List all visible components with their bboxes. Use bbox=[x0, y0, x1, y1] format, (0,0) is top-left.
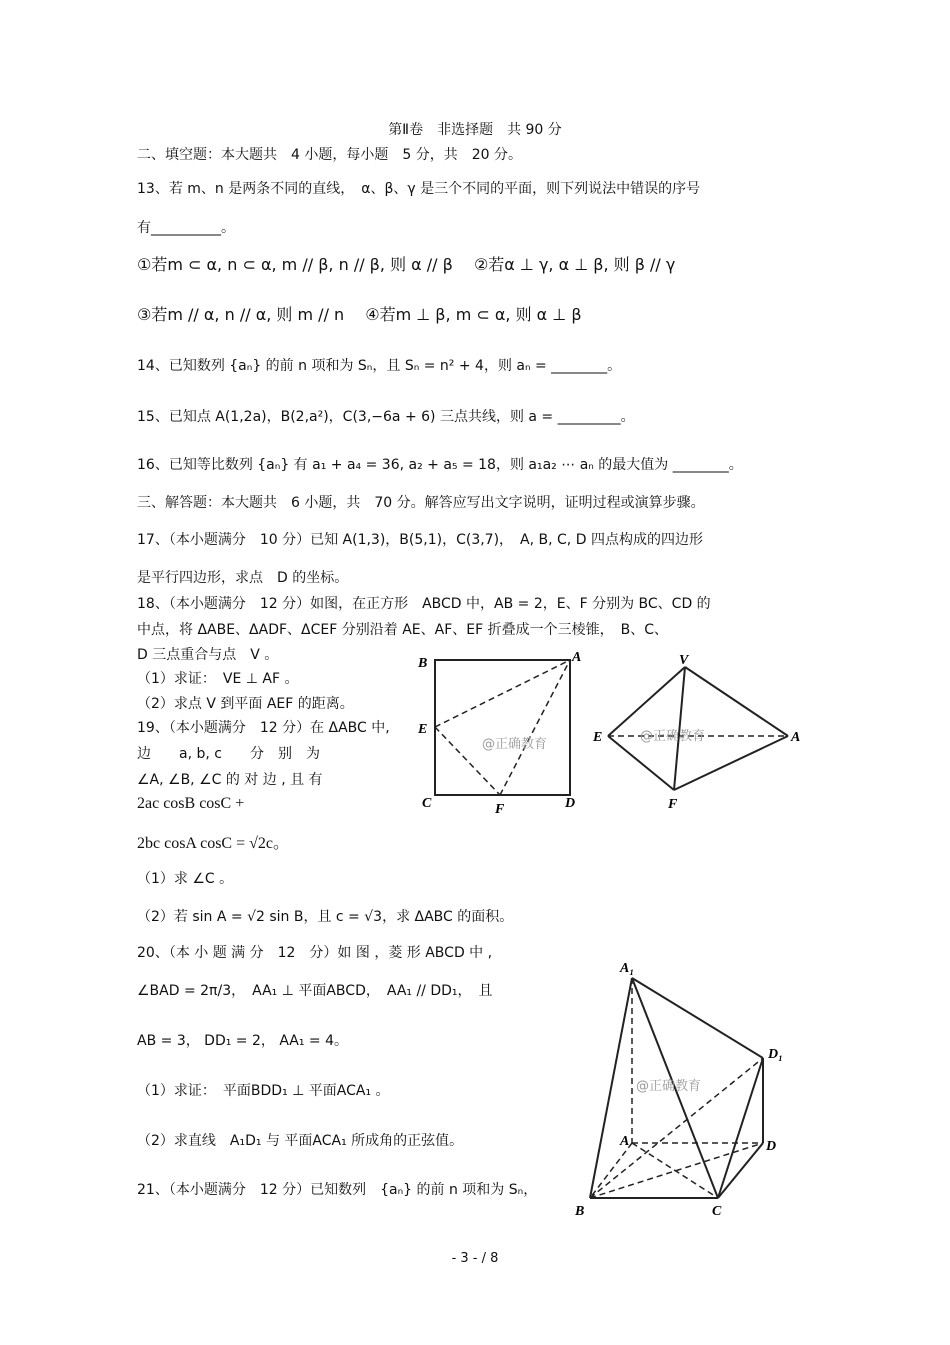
label-e: E bbox=[418, 722, 428, 737]
q15-text: 15、已知点 A(1,2a)，B(2,a²)，C(3,−6a + 6) 三点共线，则 a = _________。 bbox=[137, 409, 635, 425]
edge-d1c bbox=[718, 1058, 763, 1198]
q19-part2: （2）若 sin A = √2 sin B，且 c = √3，求 ΔABC 的面积。 bbox=[137, 909, 514, 925]
label-a: A bbox=[572, 650, 582, 665]
square-outline bbox=[435, 660, 570, 795]
edge-a1b bbox=[590, 978, 632, 1198]
label-f2: F bbox=[668, 797, 678, 812]
edge-ev bbox=[608, 667, 685, 736]
q19-line4: 2ac cosB cosC + bbox=[137, 795, 245, 812]
label-b3: B bbox=[575, 1204, 585, 1219]
pyramid-figure bbox=[588, 650, 813, 820]
q18-line1: 18、（本小题满分 12 分）如图，在正方形 ABCD 中，AB = 2，E、F 分别为 BC、CD 的 bbox=[137, 596, 711, 612]
q20-line1: 20、（本 小 题 满 分 12 分）如 图 ，菱 形 ABCD 中 , bbox=[137, 945, 493, 961]
section-fill-in-heading: 二、填空题：本大题共 4 小题，每小题 5 分，共 20 分。 bbox=[137, 147, 522, 163]
watermark-3: @正确教育 bbox=[636, 1079, 702, 1094]
q20-part1: （1）求证： 平面BDD₁ ⊥ 平面ACA₁ 。 bbox=[137, 1083, 390, 1099]
label-e2: E bbox=[593, 730, 603, 745]
q13-line2: 有__________。 bbox=[137, 220, 235, 236]
edge-dc bbox=[718, 1143, 763, 1198]
q19-line3: ∠A, ∠B, ∠C 的 对 边 , 且 有 bbox=[137, 772, 323, 788]
label-d1: D₁ bbox=[768, 1047, 783, 1062]
q17-line2: 是平行四边形，求点 D 的坐标。 bbox=[137, 570, 349, 586]
label-c3: C bbox=[712, 1204, 722, 1219]
label-b: B bbox=[418, 656, 428, 671]
label-c: C bbox=[422, 796, 432, 811]
label-a2: A bbox=[791, 730, 801, 745]
q19-line2: 边 a, b, c 分 别 为 bbox=[137, 746, 320, 762]
section-answer-heading: 三、解答题：本大题共 6 小题，共 70 分。解答应写出文字说明，证明过程或演算步骤。 bbox=[137, 495, 705, 511]
edge-a1d1 bbox=[632, 978, 763, 1058]
q18-part2: （2）求点 V 到平面 AEF 的距离。 bbox=[137, 696, 354, 712]
edge-ab-hidden bbox=[590, 1143, 632, 1198]
label-v: V bbox=[679, 653, 689, 668]
label-d3: D bbox=[766, 1139, 777, 1154]
q20-line2: ∠BAD = 2π/3， AA₁ ⊥ 平面ABCD， AA₁ // DD₁， 且 bbox=[137, 983, 493, 999]
fold-ea bbox=[435, 660, 570, 727]
q14-text: 14、已知数列 {aₙ} 的前 n 项和为 Sₙ，且 Sₙ = n² + 4，则 aₙ = ________。 bbox=[137, 358, 622, 374]
square-figure bbox=[410, 645, 590, 820]
label-a3: A bbox=[620, 1134, 630, 1149]
q17-line1: 17、（本小题满分 10 分）已知 A(1,3)，B(5,1)，C(3,7)， A, B, C, D 四点构成的四边形 bbox=[137, 532, 703, 548]
q18-line3: D 三点重合与点 V 。 bbox=[137, 647, 279, 663]
prism-figure bbox=[570, 950, 805, 1225]
q13-options-3-4: ③若m // α, n // α, 则 m // n ④若m ⊥ β, m ⊂ α, 则 α ⊥ β bbox=[137, 305, 582, 324]
q20-line3: AB = 3， DD₁ = 2， AA₁ = 4。 bbox=[137, 1033, 349, 1049]
q21-text: 21、（本小题满分 12 分）已知数列 {aₙ} 的前 n 项和为 Sₙ， bbox=[137, 1182, 538, 1198]
q20-part2: （2）求直线 A₁D₁ 与 平面ACA₁ 所成角的正弦值。 bbox=[137, 1133, 464, 1149]
q19-line5: 2bc cosA cosC = √2c。 bbox=[137, 835, 290, 852]
q18-line2: 中点，将 ΔABE、ΔADF、ΔCEF 分别沿着 AE、AF、EF 折叠成一个三棱锥， B、C、 bbox=[137, 622, 668, 638]
edge-ef bbox=[608, 736, 674, 790]
watermark-2: @正确教育 bbox=[640, 729, 706, 744]
edge-fa bbox=[674, 736, 788, 790]
q13-options-1-2: ①若m ⊂ α, n ⊂ α, m // β, n // β, 则 α // β ②若α ⊥ γ, α ⊥ β, 则 β // γ bbox=[137, 255, 676, 274]
page-number: - 3 - / 8 bbox=[451, 1251, 499, 1266]
label-f: F bbox=[495, 802, 505, 817]
label-a1: A₁ bbox=[620, 961, 635, 976]
q13-line1: 13、若 m、n 是两条不同的直线， α、β、γ 是三个不同的平面，则下列说法中错误的序号 bbox=[137, 181, 701, 197]
edge-va bbox=[685, 667, 788, 736]
q16-text: 16、已知等比数列 {aₙ} 有 a₁ + a₄ = 36, a₂ + a₅ = 18，则 a₁a₂ ⋯ aₙ 的最大值为 ________。 bbox=[137, 457, 743, 473]
edge-bd-hidden bbox=[590, 1143, 763, 1198]
watermark: @正确教育 bbox=[482, 737, 548, 752]
section-header: 第Ⅱ卷 非选择题 共 90 分 bbox=[388, 122, 562, 138]
fold-fa bbox=[500, 660, 570, 795]
edge-ac-hidden bbox=[632, 1143, 718, 1198]
q18-part1: （1）求证： VE ⊥ AF 。 bbox=[137, 671, 299, 687]
q19-part1: （1）求 ∠C 。 bbox=[137, 871, 234, 887]
q19-line1: 19、（本小题满分 12 分）在 ΔABC 中, bbox=[137, 720, 390, 736]
label-d: D bbox=[565, 796, 576, 811]
